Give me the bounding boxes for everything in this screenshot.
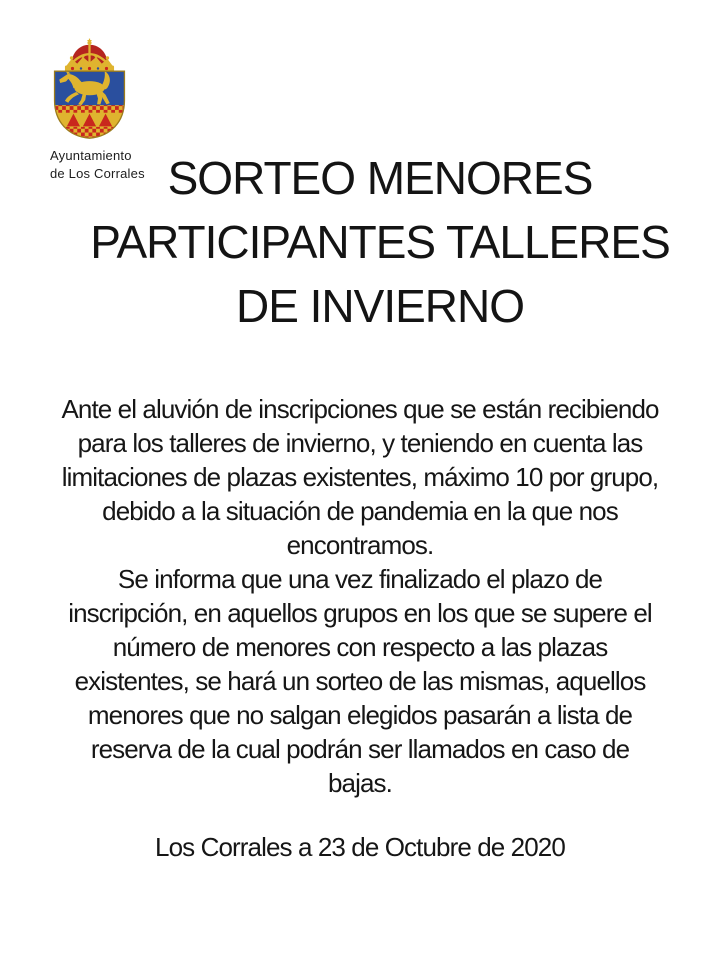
title-line-1: SORTEO MENORES (167, 152, 593, 204)
logo-caption-line1: Ayuntamiento (50, 148, 132, 163)
royal-crown-icon (65, 39, 114, 72)
announcement-body (60, 392, 660, 800)
title-line-3: DE INVIERNO (235, 280, 525, 332)
body-paragraph-1: Ante el aluvión de inscripciones que se están recibiendo para los talleres de invierno, y teniendo en cuenta las limitaciones de plazas existentes, máximo 10 por grupo, debido a la situación de pandemia en la que nos encontramos. (61, 394, 659, 560)
page-title (40, 146, 720, 338)
coat-of-arms-icon (47, 38, 132, 144)
title-line-2: PARTICIPANTES TALLERES (90, 216, 670, 268)
shield-icon (55, 69, 125, 143)
logo-caption-line2: de Los Corrales (50, 165, 145, 181)
dateline: Los Corrales a 23 de Octubre de 2020 (155, 832, 565, 862)
body-paragraph-2: Se informa que una vez finalizado el plazo de inscripción, en aquellos grupos en los que se supere el número de menores con respecto a las plazas existentes, se hará un sorteo de las mismas, aquellos menores que no salgan elegidos pasarán a lista de reserva de la cual podrán ser llamados en caso de bajas. (68, 564, 652, 798)
red-triangles (67, 114, 112, 127)
